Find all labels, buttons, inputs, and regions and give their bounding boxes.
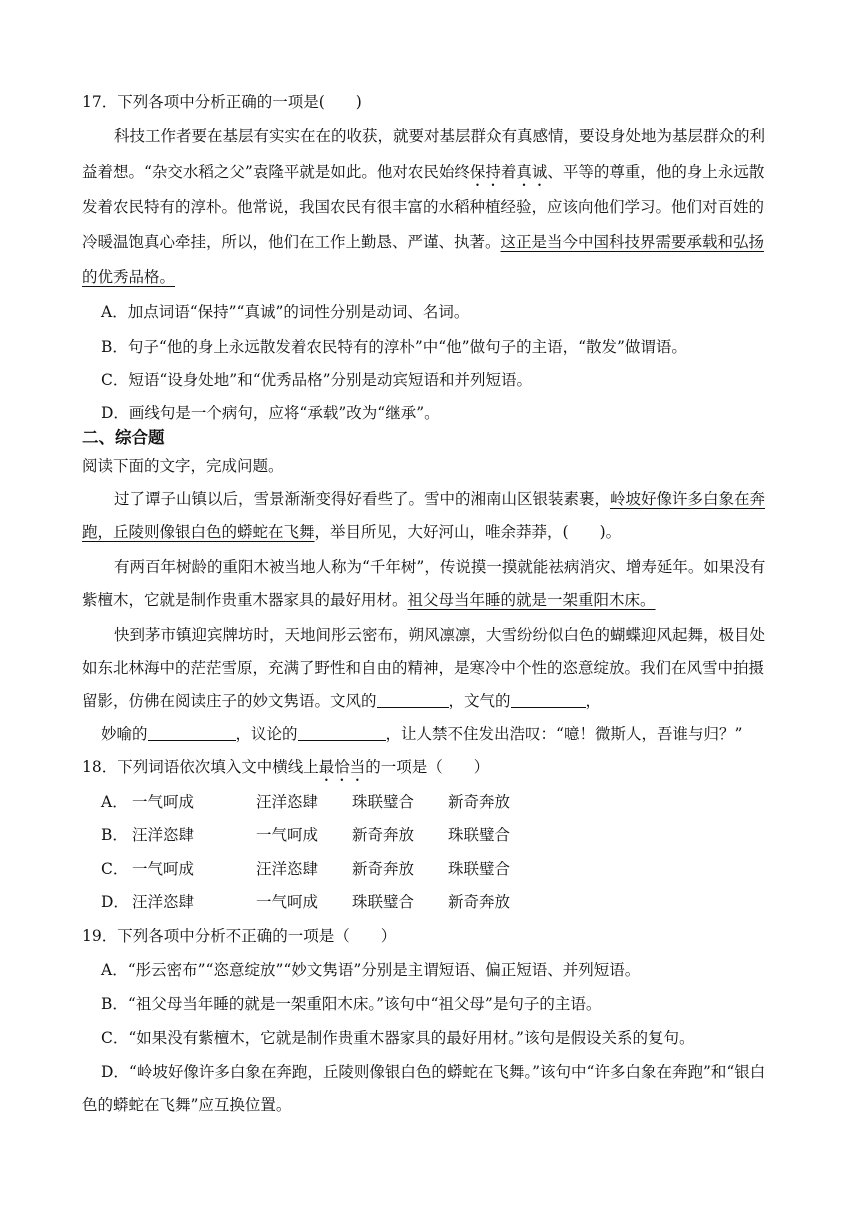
q19-option-c: C．“如果没有紫檀木，它就是制作贵重木器家具的最好用材。”该句是假设关系的复句。 xyxy=(101,1029,695,1047)
q17-option-a: A．加点词语“保持”“真诚”的词性分别是动词、名词。 xyxy=(101,303,470,321)
passage-para1-line: 过了谭子山镇以后，雪景渐渐变得好看些了。雪中的湘南山区银装素裹，岭坡好像许多白象在奔 xyxy=(114,490,766,508)
q19-option-d-continued: 色的蟒蛇在飞舞”应互换位置。 xyxy=(82,1096,292,1114)
q18-option-a: A． 一气呵成 汪洋恣肆 珠联璧合 新奇奔放 xyxy=(101,793,511,811)
q17-passage-line: 冷暖温饱真心牵挂，所以，他们在工作上勤恳、严谨、执著。这正是当今中国科技界需要承载和弘扬 xyxy=(82,233,765,251)
passage-para2-line: 有两百年树龄的重阳木被当地人称为“千年树”，传说摸一摸就能祛病消灾、增寿延年。如果没有 xyxy=(114,558,766,576)
reading-instruction: 阅读下面的文字，完成问题。 xyxy=(82,457,284,475)
q19-stem: 19．下列各项中分析不正确的一项是（ ） xyxy=(82,927,397,945)
q17-passage-line: 发着农民特有的淳朴。他常说，我国农民有很丰富的水稻种植经验，应该向他们学习。他们对百姓的 xyxy=(82,198,765,216)
q17-passage-line: 益着想。“杂交水稻之父”袁隆平就是如此。他对农民始终保持着真诚、平等的尊重，他的身上永远散 xyxy=(82,163,765,181)
fill-blank-1 xyxy=(377,691,449,708)
q19-option-a: A．“彤云密布”“恣意绽放”“妙文隽语”分别是主谓短语、偏正短语、并列短语。 xyxy=(101,961,641,979)
q17-option-b: B．句子“他的身上永远散发着农民特有的淳朴”中“他”做句子的主语，“散发”做谓语。 xyxy=(101,338,687,356)
passage-para3-line: 快到茅市镇迎宾牌坊时，天地间彤云密布，朔风凛凛，大雪纷纷似白色的蝴蝶迎风起舞，极目处 xyxy=(114,626,766,644)
passage-para3-line: 妙喻的 ，议论的 ，让人禁不住发出浩叹：“噫！微斯人，吾谁与归？” xyxy=(101,725,743,743)
fill-blank-4 xyxy=(298,724,386,741)
fill-blank-2 xyxy=(511,691,586,708)
q17-option-d: D．画线句是一个病句，应将“承载”改为“继承”。 xyxy=(101,404,440,422)
passage-para1-line: 跑，丘陵则像银白色的蟒蛇在飞舞，举目所见，大好河山，唯余莽莽，( )。 xyxy=(82,523,622,541)
section-heading: 二、综合题 xyxy=(82,428,165,447)
q17-stem: 17．下列各项中分析正确的一项是( ) xyxy=(82,93,362,111)
passage-para3-line: 留影，仿佛在阅读庄子的妙文隽语。文风的 ，文气的 ， xyxy=(82,692,602,710)
passage-para2-line: 紫檀木，它就是制作贵重木器家具的最好用材。祖父母当年睡的就是一架重阳木床。 xyxy=(82,591,656,609)
q19-option-d: D．“岭坡好像许多白象在奔跑，丘陵则像银白色的蟒蛇在飞舞。”该句中“许多白象在奔跑”和“银白 xyxy=(101,1063,766,1081)
q19-option-b: B．“祖父母当年睡的就是一架重阳木床。”该句中“祖父母”是句子的主语。 xyxy=(101,995,602,1013)
q18-option-d: D． 汪洋恣肆 一气呵成 珠联璧合 新奇奔放 xyxy=(101,893,511,911)
q18-option-c: C． 一气呵成 汪洋恣肆 新奇奔放 珠联璧合 xyxy=(101,860,511,878)
q17-option-c: C．短语“设身处地”和“优秀品格”分别是动宾短语和并列短语。 xyxy=(101,371,533,389)
q18-stem: 18．下列词语依次填入文中横线上最恰当的一项是（ ） xyxy=(82,758,490,776)
q17-passage-line-underlined: 的优秀品格。 xyxy=(82,268,176,286)
q17-passage-line: 科技工作者要在基层有实实在在的收获，就要对基层群众有真感情，要设身处地为基层群众的利 xyxy=(114,127,766,145)
q18-option-b: B． 汪洋恣肆 一气呵成 新奇奔放 珠联璧合 xyxy=(101,826,511,844)
passage-para3-line: 如东北林海中的茫茫雪原，充满了野性和自由的精神，是寒冷中个性的恣意绽放。我们在风雪中拍摄 xyxy=(82,659,765,677)
fill-blank-3 xyxy=(148,724,236,741)
